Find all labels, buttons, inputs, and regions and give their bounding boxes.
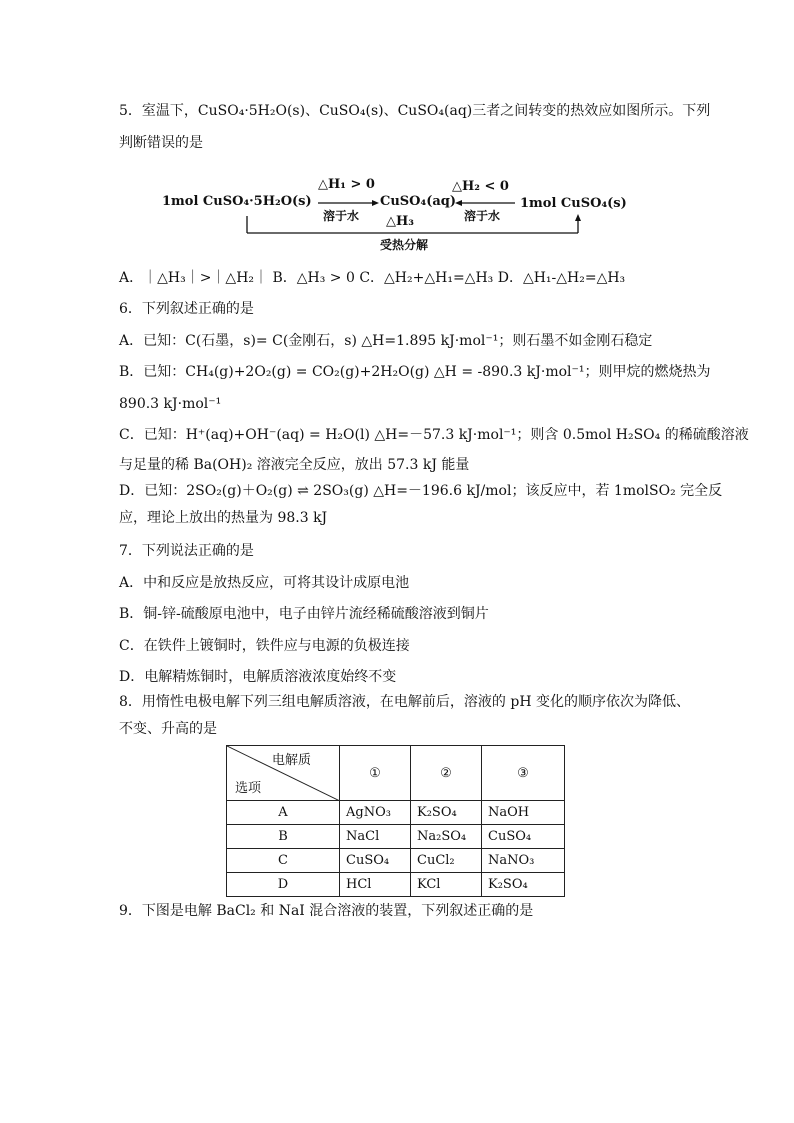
table-cell: AgNO₃ — [340, 801, 411, 825]
table-option: D — [227, 873, 340, 897]
bracket-arrow-head — [575, 214, 581, 221]
q7-option-b: B．铜-锌-硫酸原电池中，电子由锌片流经稀硫酸溶液到铜片 — [119, 606, 489, 622]
table-row — [227, 801, 565, 825]
dh1-label: △H₁ > 0 — [318, 177, 375, 192]
thermo-diagram — [160, 176, 630, 252]
q6-stem: 6．下列叙述正确的是 — [119, 301, 254, 317]
table-cell: NaOH — [482, 801, 565, 825]
table-cell: HCl — [340, 873, 411, 897]
table-row — [227, 873, 565, 897]
arrow-dh2-head — [455, 200, 462, 206]
corner-bottom-label: 选项 — [235, 781, 262, 796]
table-row — [227, 849, 565, 873]
table-header-row — [227, 746, 565, 801]
q6-option-a: A．已知：C(石墨，s)= C(金刚石，s) △H=1.895 kJ·mol⁻¹；则石墨不如金刚石稳定 — [119, 333, 653, 349]
right-species: 1mol CuSO₄(s) — [520, 196, 627, 211]
table-corner-cell — [227, 746, 340, 801]
dh1-condition: 溶于水 — [323, 209, 360, 223]
table-option: B — [227, 825, 340, 849]
q5-stem-line1: 5．室温下，CuSO₄·5H₂O(s)、CuSO₄(s)、CuSO₄(aq)三者之间转变的热效应如图所示。下列 — [119, 103, 711, 119]
q6-option-b-line1: B．已知：CH₄(g)+2O₂(g) = CO₂(g)+2H₂O(g) △H = -890.3 kJ·mol⁻¹；则甲烷的燃烧热为 — [119, 364, 711, 380]
q9-stem: 9．下图是电解 BaCl₂ 和 NaI 混合溶液的装置，下列叙述正确的是 — [119, 903, 534, 919]
table-cell: K₂SO₄ — [482, 873, 565, 897]
table-cell: K₂SO₄ — [411, 801, 482, 825]
bottom-label: 受热分解 — [380, 238, 429, 252]
table-option: A — [227, 801, 340, 825]
q7-stem: 7．下列说法正确的是 — [119, 543, 254, 559]
dh2-label: △H₂ < 0 — [452, 179, 509, 194]
q6-option-c-line2: 与足量的稀 Ba(OH)₂ 溶液完全反应，放出 57.3 kJ 能量 — [119, 457, 470, 473]
table-header: ③ — [482, 746, 565, 801]
q7-option-a: A．中和反应是放热反应，可将其设计成原电池 — [119, 575, 410, 591]
corner-top-label: 电解质 — [271, 753, 311, 768]
table-cell: Na₂SO₄ — [411, 825, 482, 849]
q6-option-d-line2: 应，理论上放出的热量为 98.3 kJ — [119, 510, 328, 526]
table-cell: KCl — [411, 873, 482, 897]
q8-stem-line2: 不变、升高的是 — [119, 721, 217, 737]
table-cell: CuSO₄ — [482, 825, 565, 849]
table-cell: NaNO₃ — [482, 849, 565, 873]
table-option: C — [227, 849, 340, 873]
q7-option-d: D．电解精炼铜时，电解质溶液浓度始终不变 — [119, 669, 397, 685]
center-species: CuSO₄(aq) — [380, 194, 457, 209]
dh2-condition: 溶于水 — [464, 209, 501, 223]
electrolysis-table — [226, 745, 565, 897]
q6-option-d-line1: D．已知：2SO₂(g)＋O₂(g) ⇌ 2SO₃(g) △H=－196.6 kJ/mol；该反应中，若 1molSO₂ 完全反 — [119, 483, 723, 499]
arrow-dh1-head — [372, 200, 379, 206]
dh3-label: △H₃ — [386, 214, 414, 229]
q6-option-b-line2: 890.3 kJ·mol⁻¹ — [119, 396, 222, 412]
q7-option-c: C．在铁件上镀铜时，铁件应与电源的负极连接 — [119, 638, 410, 654]
q6-option-c-line1: C．已知：H⁺(aq)+OH⁻(aq) = H₂O(l) △H=－57.3 kJ·mol⁻¹；则含 0.5mol H₂SO₄ 的稀硫酸溶液 — [119, 427, 749, 443]
table-row — [227, 825, 565, 849]
table-cell: CuCl₂ — [411, 849, 482, 873]
table-cell: NaCl — [340, 825, 411, 849]
q5-stem-line2: 判断错误的是 — [119, 135, 203, 151]
table-cell: CuSO₄ — [340, 849, 411, 873]
table-header: ① — [340, 746, 411, 801]
left-species: 1mol CuSO₄·5H₂O(s) — [162, 194, 312, 209]
table-header: ② — [411, 746, 482, 801]
q5-options: A．｜△H₃｜>｜△H₂｜ B．△H₃ > 0 C．△H₂+△H₁=△H₃ D．△H₁-△H₂=△H₃ — [119, 270, 626, 286]
q8-stem-line1: 8．用惰性电极电解下列三组电解质溶液，在电解前后，溶液的 pH 变化的顺序依次为降低、 — [119, 694, 690, 710]
